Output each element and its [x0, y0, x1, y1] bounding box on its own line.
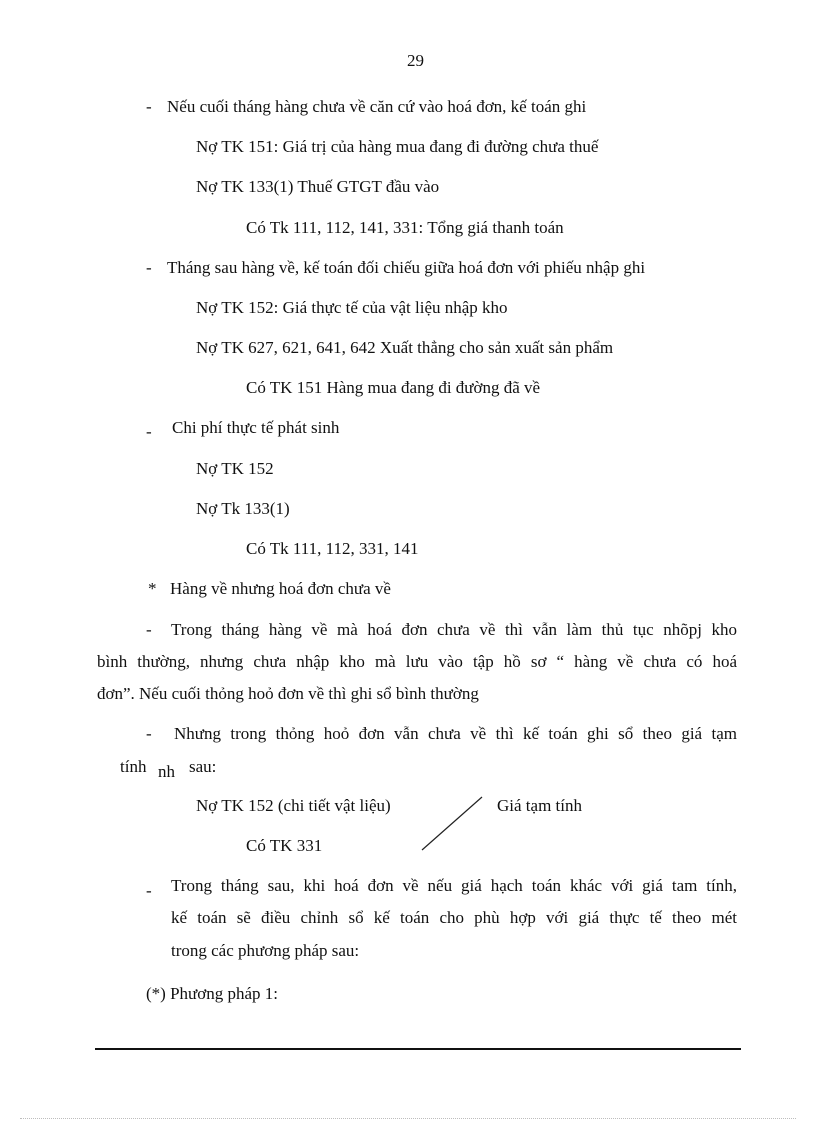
diagonal-slash-line [418, 795, 484, 853]
section-heading: Hàng về nhưng hoá đơn chưa về [170, 579, 391, 598]
bullet-asterisk: * [148, 579, 157, 598]
journal-credit-line: Có Tk 111, 112, 331, 141 [246, 539, 419, 558]
paragraph-line: Trong tháng sau, khi hoá đơn về nếu giá hạch toán khác với giá tam tính, [171, 876, 737, 895]
journal-credit-line: Có TK 151 Hàng mua đang đi đường đã về [246, 378, 541, 397]
paragraph-line: kế toán sẽ điều chỉnh sổ kế toán cho phù hợp với giá thực tế theo mét [171, 908, 737, 927]
journal-debit-line: Nợ TK 133(1) Thuế GTGT đầu vào [196, 177, 440, 196]
bullet-dash: - [146, 724, 152, 743]
paragraph-line: Nhưng trong thỏng hoỏ đơn vẫn chưa về thì kế toán ghi sổ theo giá tạm [174, 724, 737, 743]
journal-credit-line: Có TK 331 [246, 836, 323, 855]
paragraph-line: trong các phương pháp sau: [171, 941, 360, 960]
journal-credit-line: Có Tk 111, 112, 141, 331: Tổng giá thanh toán [246, 218, 564, 237]
text-line: Tháng sau hàng về, kế toán đối chiếu giữa hoá đơn với phiếu nhập ghi [167, 258, 646, 277]
bullet-dash: - [146, 258, 152, 277]
bullet-dash: - [146, 97, 152, 116]
stray-text: nh [158, 762, 175, 781]
paragraph-line: đơn”. Nếu cuối thỏng hoỏ đơn về thì ghi sổ bình thường [97, 684, 479, 703]
method-heading: (*) Phương pháp 1: [146, 984, 278, 1003]
page-number: 29 [407, 51, 424, 70]
journal-debit-line: Nợ TK 152 (chi tiết vật liệu) [196, 796, 391, 815]
journal-debit-line: Nợ TK 152 [196, 459, 274, 478]
bullet-dash: - [146, 620, 152, 639]
paragraph-word: tính [120, 757, 147, 776]
text-line: Chi phí thực tế phát sinh [172, 418, 340, 437]
entry-note: Giá tạm tính [497, 796, 582, 815]
bullet-dash: - [146, 881, 152, 900]
journal-debit-line: Nợ Tk 133(1) [196, 499, 290, 518]
journal-debit-line: Nợ TK 151: Giá trị của hàng mua đang đi đường chưa thuế [196, 137, 599, 156]
journal-debit-line: Nợ TK 152: Giá thực tế của vật liệu nhập kho [196, 298, 508, 317]
journal-debit-line: Nợ TK 627, 621, 641, 642 Xuất thẳng cho sản xuất sản phẩm [196, 338, 614, 357]
paragraph-word: sau: [189, 757, 217, 776]
paragraph-line: Trong tháng hàng về mà hoá đơn chưa về thì vẫn làm thủ tục nhõpj kho [171, 620, 737, 639]
page-edge-dotted-line [20, 1118, 796, 1119]
paragraph-line: bình thường, nhưng chưa nhập kho mà lưu vào tập hồ sơ “ hàng về chưa có hoá [97, 652, 737, 671]
bullet-dash: - [146, 422, 152, 441]
text-line: Nếu cuối tháng hàng chưa về căn cứ vào hoá đơn, kế toán ghi [167, 97, 587, 116]
footer-rule [95, 1048, 741, 1050]
